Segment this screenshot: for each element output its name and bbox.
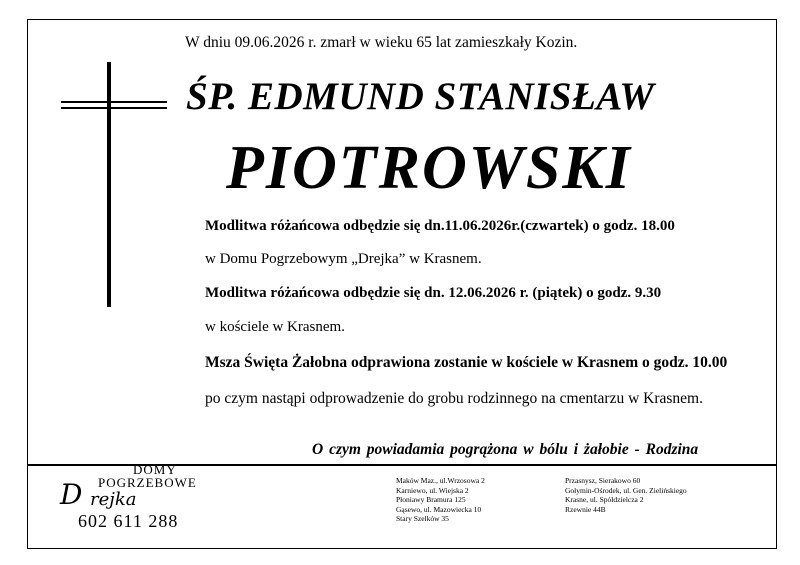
cross-bar-lower <box>61 107 167 109</box>
address-item: Stary Szelków 35 <box>396 514 449 524</box>
intro-text: W dniu 09.06.2026 r. zmarł w wieku 65 lat zamieszkały Kozin. <box>185 34 578 51</box>
logo-line-1: DOMY <box>133 462 177 477</box>
logo-script-initial: D <box>60 478 83 511</box>
address-item: Rzewnie 44B <box>565 504 606 514</box>
cross-icon <box>107 62 111 307</box>
closing-text: O czym powiadamia pogrążona w bólu i żałobie - Rodzina <box>312 441 699 458</box>
deceased-surname: PIOTROWSKI <box>226 134 632 202</box>
address-item: Krasne, ul. Spółdzielcza 2 <box>565 495 644 505</box>
cross-bar-upper <box>61 101 167 103</box>
rosary-1-place: w Domu Pogrzebowym „Drejka” w Krasnem. <box>205 251 482 267</box>
rosary-1-text: Modlitwa różańcowa odbędzie się dn.11.06.2026r.(czwartek) o godz. 18.00 <box>205 218 675 234</box>
phone-number: 602 611 288 <box>78 511 179 531</box>
logo-line-2: POGRZEBOWE <box>98 475 197 490</box>
addresses-left <box>396 476 485 524</box>
rosary-2-place: w kościele w Krasnem. <box>205 319 345 335</box>
address-item: Przasnysz, Sierakowo 60 <box>565 476 641 485</box>
address-item: Gąsewo, ul. Mazowiecka 10 <box>396 504 482 514</box>
address-item: Maków Maz., ul.Wrzosowa 2 <box>396 476 485 485</box>
rosary-2-text: Modlitwa różańcowa odbędzie się dn. 12.06.2026 r. (piątek) o godz. 9.30 <box>205 285 662 301</box>
address-item: Karniewo, ul. Wiejska 2 <box>396 485 469 495</box>
deceased-first-names: ŚP. EDMUND STANISŁAW <box>186 75 655 118</box>
addresses-right <box>565 476 687 514</box>
funeral-mass-text: Msza Święta Żałobna odprawiona zostanie w kościele w Krasnem o godz. 10.00 <box>205 354 728 371</box>
address-item: Płoniawy Bramura 125 <box>396 495 466 505</box>
address-item: Gołymin-Ośrodek, ul. Gen. Zielińskiego <box>565 485 687 495</box>
logo-script-rest: rejka <box>90 489 137 510</box>
burial-text: po czym nastąpi odprowadzenie do grobu rodzinnego na cmentarzu w Krasnem. <box>205 390 703 407</box>
